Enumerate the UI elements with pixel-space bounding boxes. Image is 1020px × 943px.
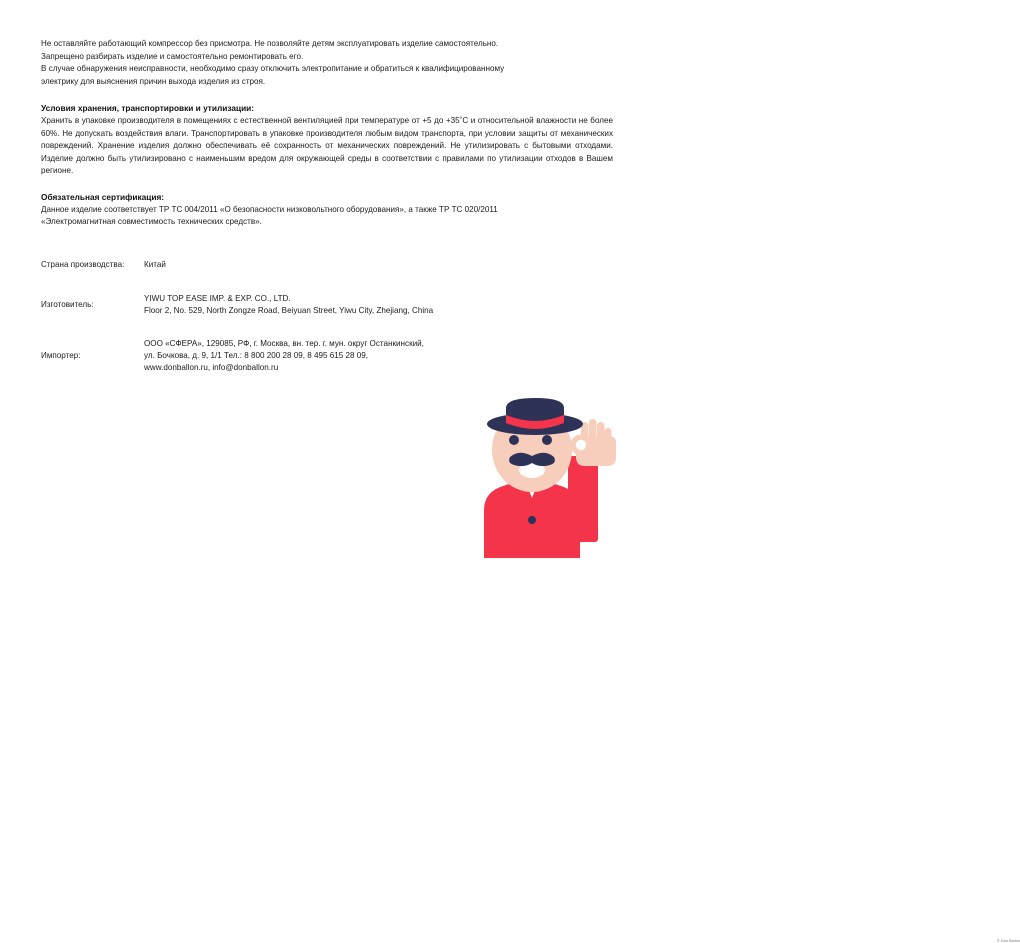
safety-line-4: электрику для выяснения причин выхода изделия из строя. — [41, 76, 266, 86]
safety-paragraph — [41, 38, 613, 88]
importer-value — [144, 338, 424, 375]
spacer — [41, 88, 613, 102]
mascot-eye-left — [509, 435, 519, 445]
country-value: Китай — [144, 259, 166, 269]
document-content — [41, 38, 613, 375]
detail-row-country — [41, 259, 601, 271]
importer-line-3: www.donballon.ru, info@donballon.ru — [144, 363, 279, 373]
manufacturer-line-1: YIWU TOP EASE IMP. & EXP. CO., LTD. — [144, 293, 291, 303]
safety-line-2: Запрещено разбирать изделие и самостоятельно ремонтировать его. — [41, 51, 304, 61]
manufacturer-line-2: Floor 2, No. 529, North Zongze Road, Beiyuan Street, Yiwu City, Zhejiang, China — [144, 306, 434, 316]
certification-section — [41, 191, 613, 229]
importer-line-1: ООО «СФЕРА», 129085, РФ, г. Москва, вн. тер. г. мун. округ Останкинский, — [144, 338, 424, 348]
detail-row-manufacturer — [41, 293, 601, 318]
mascot-illustration — [468, 398, 1020, 943]
detail-row-importer — [41, 338, 601, 375]
safety-line-1: Не оставляйте работающий компрессор без присмотра. Не позволяйте детям эксплуатировать изделие самостоятельно. — [41, 39, 499, 48]
country-label: Страна производства: — [41, 259, 125, 269]
mascot-eye-right — [542, 435, 552, 445]
spacer — [41, 178, 613, 191]
storage-section — [41, 102, 613, 178]
manufacturer-label: Изготовитель: — [41, 299, 94, 309]
storage-heading: Условия хранения, транспортировки и утилизации: — [41, 103, 255, 114]
certification-line-2: «Электромагнитная совместимость технических средств». — [41, 217, 262, 227]
details-table — [41, 259, 601, 375]
certification-line-1: Данное изделие соответствует ТР ТС 004/2011 «О безопасности низковольтного оборудования», а также ТР ТС 020/2011 — [41, 204, 498, 214]
safety-line-3: В случае обнаружения неисправности, необходимо сразу отключить электропитание и обратиться к квалифицированному — [41, 64, 505, 74]
importer-line-2: ул. Бочкова, д. 9, 1/1 Тел.: 8 800 200 28 09, 8 495 615 28 09, — [144, 350, 368, 360]
storage-body: Хранить в упаковке производителя в помещениях с естественной вентиляцией при температуре от +5 до +35˚С и относительной влажности не более 60%. Не допускать воздействия влаги. Транспортировать в упаковке производителя любым видом транспорта, при условии защиты от механических повреждений. Хранение изделия должно обеспечивать её сохранность от механических повреждений. Не утилизировать с бытовыми отходами. Изделие должно быть утилизировано с наименьшим вредом для окружающей среды в соответствии с правилами по утилизации отходов в Вашем регионе. — [41, 115, 613, 176]
certification-heading: Обязательная сертификация: — [41, 191, 165, 202]
manufacturer-value — [144, 293, 433, 318]
mascot-copyright: © Don Ballon — [997, 939, 1020, 943]
importer-label: Импортер: — [41, 350, 81, 360]
mascot-jacket-button — [528, 516, 536, 524]
